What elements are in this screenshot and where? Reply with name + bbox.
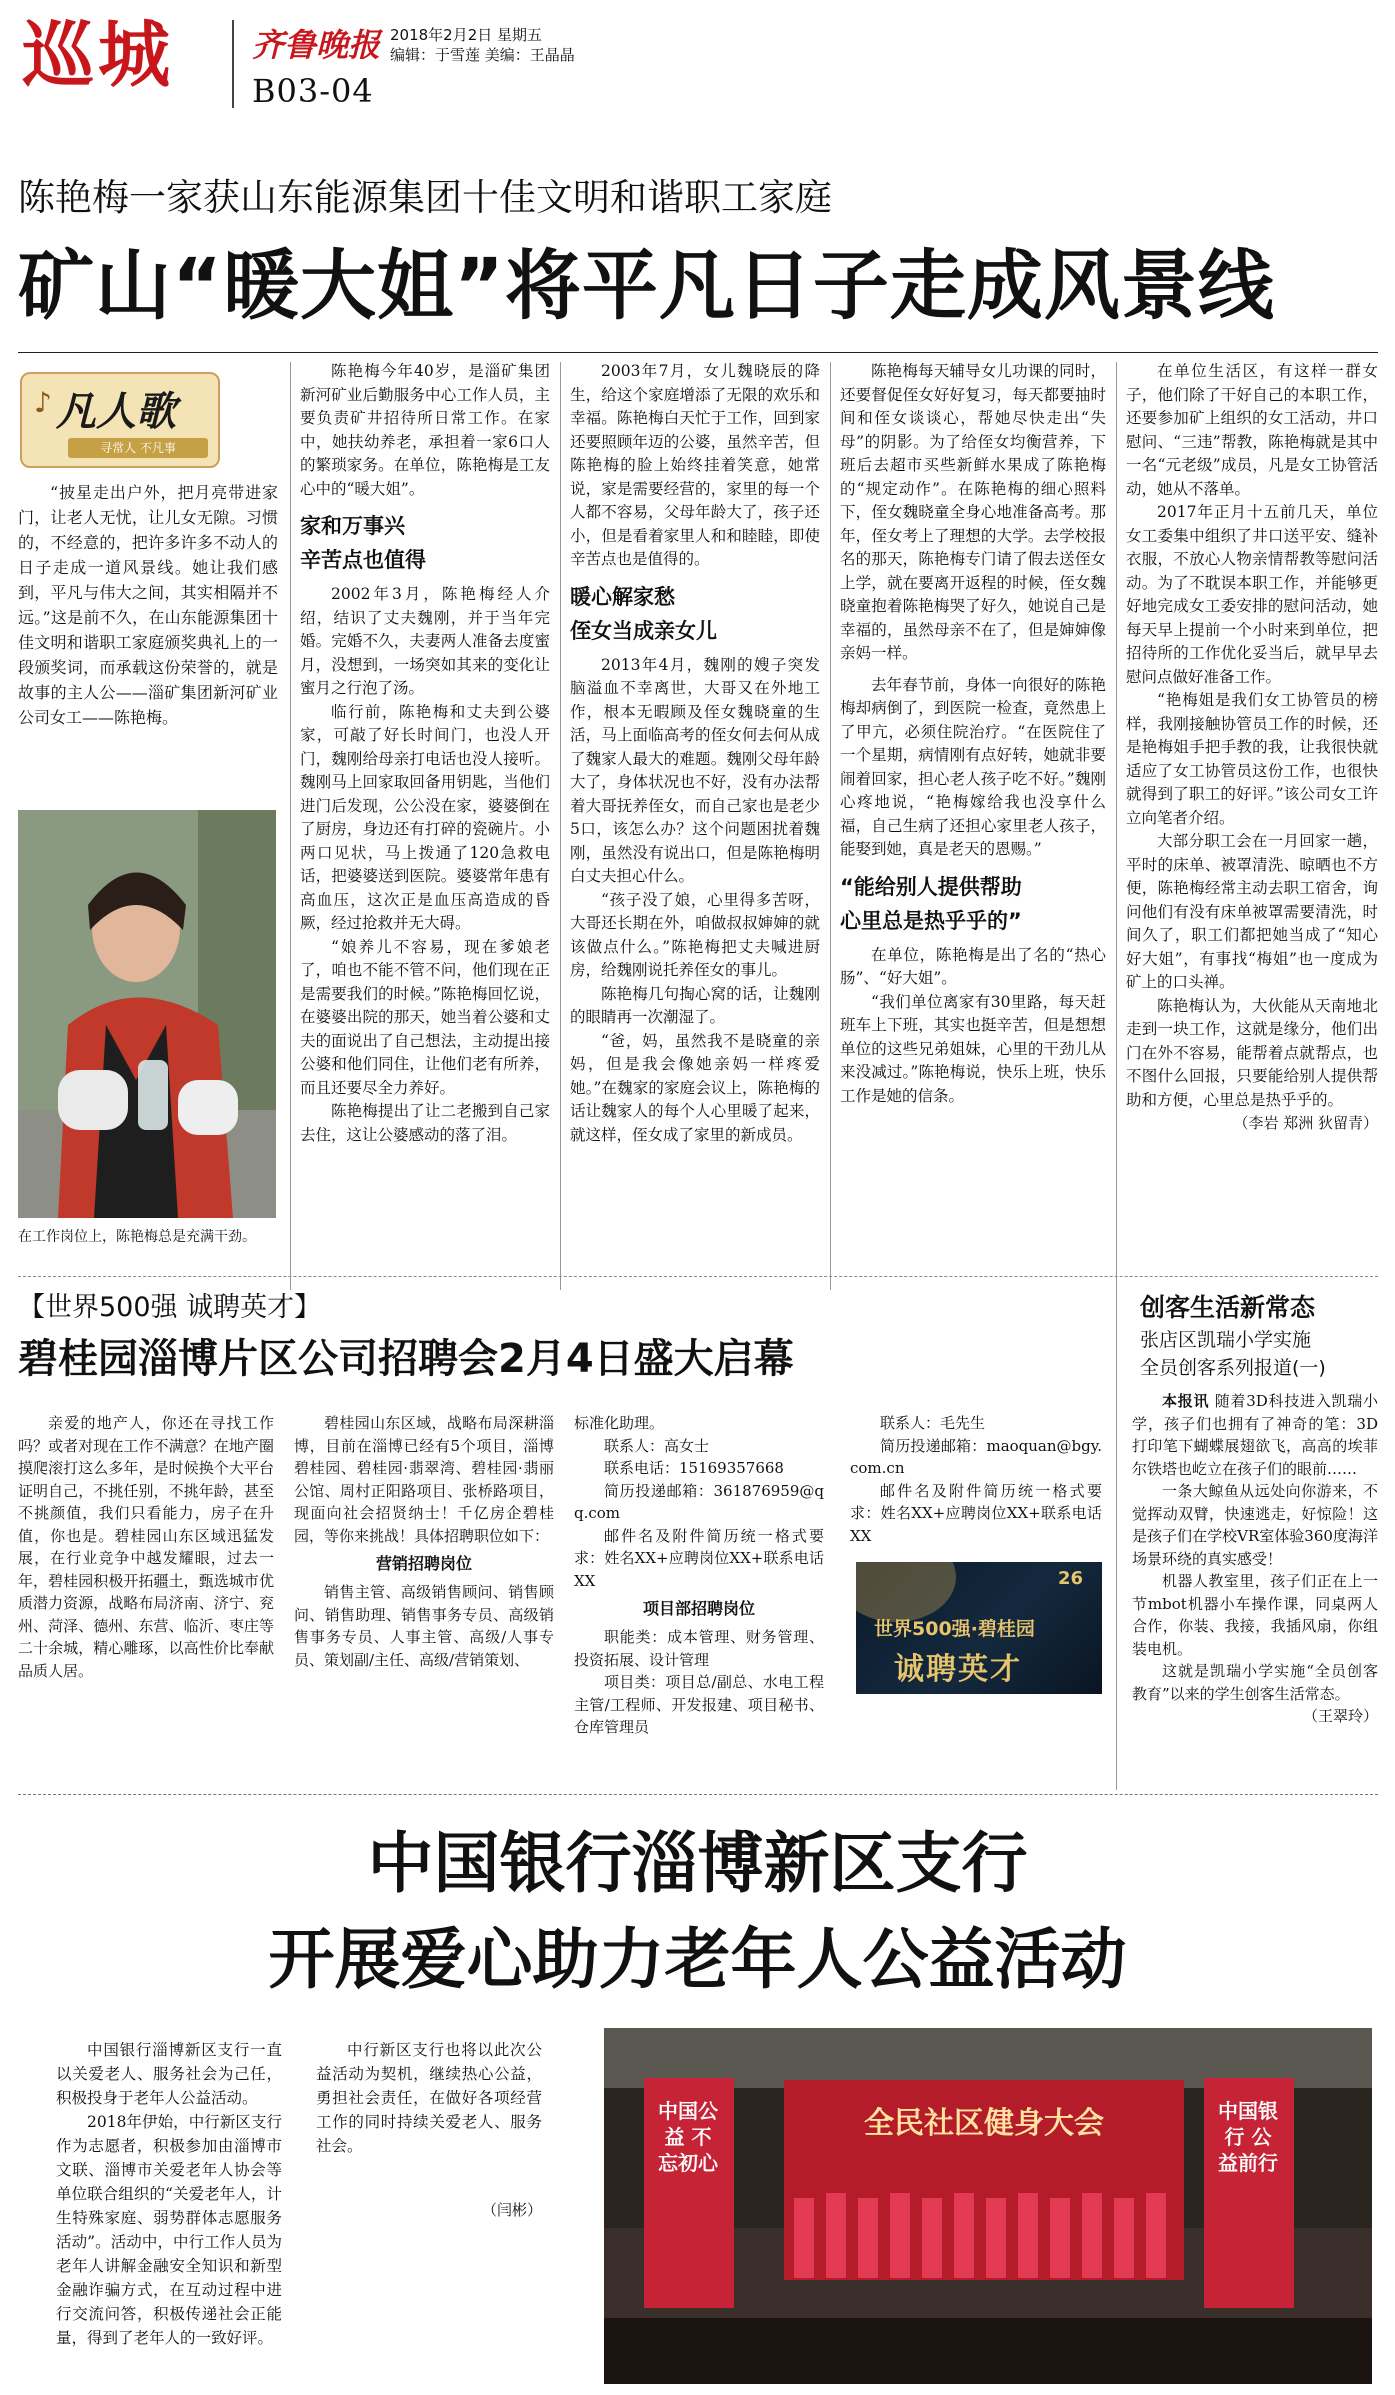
stage-banner: 全民社区健身大会 [864,2106,1104,2141]
paragraph: 陈艳梅每天辅导女儿功课的同时，还要督促侄女好好复习，每天都要抽时间和侄女谈谈心，帮她尽快走出“失母”的阴影。为了给侄女均衡营养，下班后去超市买些新鲜水果成了陈艳梅的“规定动作”。在陈艳梅的细心照料下，侄女魏晓童全身心地准备高考。那年，侄女考上了理想的大学。去学校报名的那天，陈艳梅专门请了假去送侄女上学，就在要离开返程的时候，侄女魏晓童抱着陈艳梅哭了好久，她说自己是幸福的，虽然母亲不在了，但是婶婶像亲妈一样。 [840,362,1106,662]
recruit-col2 [294,1412,554,1671]
stage-right-banner: 中国银行 公益前行 [1218,2099,1278,2175]
paragraph: 一条大鲸鱼从远处向你游来，不觉挥动双臂，快速逃走，好惊险！这是孩子们在学校VR室体验360度海洋场景环绕的真实感受！ [1132,1482,1378,1568]
story1-col4 [840,360,1106,1108]
paragraph: 项目类：项目总/副总、水电工程主管/工程师、开发报建、项目秘书、仓库管理员 [574,1673,824,1736]
story1-kicker: 陈艳梅一家获山东能源集团十佳文明和谐职工家庭 [18,176,832,219]
recruit-format: 邮件名及附件简历统一格式要求：姓名XX+应聘岗位XX+联系电话XX [850,1481,1102,1545]
story1-rule [18,352,1378,353]
masthead-divider [232,20,234,108]
recruit-col1 [18,1412,274,1682]
subhead-3b: 心里总是热乎乎的” [840,908,1022,933]
badge-title: 凡人歌 [56,389,176,435]
recruit-email: 简历投递邮箱：maoquan@bgy.com.cn [850,1436,1102,1477]
paragraph: 中行新区支行也将以此次公益活动为契机，继续热心公益，勇担社会责任，在做好各项经营工作的同时持续关爱老人、服务社会。 [316,2041,542,2155]
paragraph-text: 随着3D科技进入凯瑞小学，孩子们也拥有了神奇的笔：3D打印笔下蝴蝶展翅欲飞，高高的埃菲尔铁塔也屹立在孩子们的眼前…… [1132,1392,1378,1478]
col-sep-4 [1116,362,1117,1290]
paragraph: 陈艳梅提出了让二老搬到自己家去住，这让公婆感动的落了泪。 [300,1102,550,1144]
paragraph: 2003年7月，女儿魏晓辰的降生，给这个家庭增添了无限的欢乐和幸福。陈艳梅白天忙于工作，回到家还要照顾年迈的公婆，虽然辛苦，但陈艳梅的脸上始终挂着笑意，她常说，家是需要经营的，家里的每一个人都不容易，父母年龄大了，孩子还小，但是看着家里人和和睦睦，即使辛苦点也是值得的。 [570,362,820,568]
paragraph [1132,1390,1378,1480]
photo-caption: 在工作岗位上，陈艳梅总是充满干劲。 [18,1229,256,1245]
paragraph: 机器人教室里，孩子们正在上一节mbot机器小车操作课，同桌两人合作，你装、我接，我插风扇，你组装电机。 [1132,1572,1378,1658]
lead-tag: 本报讯 [1162,1392,1210,1410]
recruit-headline: 碧桂园淄博片区公司招聘会2月4日盛大启幕 [18,1336,794,1382]
paragraph: 陈艳梅今年40岁，是淄矿集团新河矿业后勤服务中心工作人员，主要负责矿井招待所日常工作。在家中，她扶幼养老，承担着一家6口人的繁琐家务。在单位，陈艳梅是工友心中的“暖大姐”。 [300,362,550,498]
recruit-ad [856,1562,1102,1694]
subhead-2b: 侄女当成亲女儿 [570,618,717,643]
subhead-1b: 辛苦点也值得 [300,548,426,572]
story1-lead [18,480,278,730]
story1-col2 [300,360,550,1147]
story1-bottom-rule [18,1276,1378,1277]
paragraph: 2017年正月十五前几天，单位女工委集中组织了井口送平安、缝补衣服，不放心人物亲情帮教等慰问活动。为了不耽误本职工作，并能够更好地完成女工委安排的慰问活动，她每天早上提前一个小时来到单位，把招待所的工作优化妥当后，就早早去慰问点做好准备工作。 [1126,503,1378,686]
story1-col5 [1126,360,1378,1136]
story1-col3 [570,360,820,1147]
music-note-icon: ♪ [34,386,52,419]
paragraph: 碧桂园山东区域，战略布局深耕淄博，目前在淄博已经有5个项目，淄博碧桂园、碧桂园·翡翠湾、碧桂园·翡丽公馆、周村正阳路项目、张桥路项目，现面向社会招贤纳士！千亿房企碧桂园，等你来挑战！具体招聘职位如下： [294,1414,554,1545]
paragraph: 中国银行淄博新区支行一直以关爱老人、服务社会为己任，积极投身于老年人公益活动。 [56,2041,282,2107]
recruit-line: 标准化助理。 [574,1414,665,1432]
issue-date: 2018年2月2日 星期五 [390,26,543,44]
col-sep-2 [560,362,561,1290]
maker-sub2: 全员创客系列报道(一) [1140,1357,1326,1379]
ad-glow [856,1562,956,1622]
page-number: B03-04 [252,72,374,110]
paragraph: 2013年4月，魏刚的嫂子突发脑溢血不幸离世，大哥又在外地工作，根本无暇顾及侄女魏晓童的生活，马上面临高考的侄女何去何从成了魏家人最大的难题。魏刚父母年龄大了，身体状况也不好，没有办法帮着大哥抚养侄女，而自己家也是老少5口，该怎么办？这个问题困扰着魏刚，虽然没有说出口，但是陈艳梅明白丈夫担心什么。 [570,655,820,885]
recruit-subhead-project: 项目部招聘岗位 [642,1599,755,1618]
subhead-3a: “能给别人提供帮助 [840,874,1022,899]
photo-boc-event [604,2028,1372,2384]
boc-col1 [56,2038,282,2350]
photo-worker [18,810,276,1218]
recruit-contact: 联系人：高女士 [604,1436,710,1455]
paragraph: “爸，妈，虽然我不是晓童的亲妈，但是我会像她亲妈一样疼爱她。”在魏家的家庭会议上，陈艳梅的话让魏家人的每个人心里暖了起来，就这样，侄女成了家里的新成员。 [570,1031,820,1144]
lead-paragraph: “披星走出户外，把月亮带进家门，让老人无忧，让儿女无隙。习惯的，不经意的，把许多许多不动人的日子走成一道风景线。她让我们感到，平凡与伟大之间，其实相隔并不远。”这是前不久，在山东能源集团十佳文明和谐职工家庭颁奖典礼上的一段颁奖词，而承载这份荣誉的，就是故事的主人公——淄矿集团新河矿业公司女工——陈艳梅。 [18,483,278,727]
recruit-tagline: 【世界500强 诚聘英才】 [18,1292,322,1323]
editors: 编辑：于雪莲 美编：王晶晶 [390,46,575,64]
paper-logo: 齐鲁晚报 [252,26,381,64]
paragraph: 2002年3月，陈艳梅经人介绍，结识了丈夫魏刚，并于当年完婚。完婚不久，夫妻两人准备去度蜜月，没想到，一场突如其来的变化让蜜月之行泡了汤。 [300,585,550,697]
maker-credit: （王翠玲） [1302,1707,1378,1725]
story1-headline: 矿山“暖大姐”将平凡日子走成风景线 [18,241,1275,330]
paragraph: 职能类：成本管理、财务管理、投资拓展、设计管理 [574,1628,824,1669]
ad-line2: 诚聘英才 [894,1652,1022,1687]
paragraph: 在单位生活区，有这样一群女子，他们除了干好自己的本职工作，还要参加矿上组织的女工活动，井口慰问、“三违”帮教，陈艳梅就是其中一名“元老级”成员，凡是女工协管活动，她从不落单。 [1126,362,1378,498]
recruit-phone: 联系电话：15169357668 [604,1459,784,1477]
paragraph: “娘养儿不容易，现在爹娘老了，咱也不能不管不问，他们现在正是需要我们的时候。”陈艳梅回忆说，在婆婆出院的那天，她当着公婆和丈夫的面说出了自己想法，主动提出接公婆和他们同住，让他们老有所养，而且还要尽全力养好。 [300,937,550,1097]
maker-sub1: 张店区凯瑞小学实施 [1140,1329,1312,1351]
badge-sub: 寻常人 不凡事 [68,438,208,458]
subhead-2a: 暖心解家愁 [570,584,675,609]
paragraph: “艳梅姐是我们女工协管员的榜样，我刚接触协管员工作的时候，还是艳梅姐手把手教的我，让我很快就适应了女工协管员这份工作，也很快就得到了职工的好评。”该公司女工许立向笔者介绍。 [1126,691,1378,827]
paragraph: 销售主管、高级销售顾问、销售顾问、销售助理、销售事务专员、高级销售事务专员、人事主管、高级/人事专员、策划副/主任、高级/营销策划、 [294,1583,554,1669]
paragraph: 2018年伊始，中行新区支行作为志愿者，积极参加由淄博市文联、淄博市关爱老年人协会等单位联合组织的“关爱老年人，计生特殊家庭、弱势群体志愿服务活动”。活动中，中行工作人员为老年人讲解金融安全知识和新型金融诈骗方式，在互动过程中进行交流问答，积极传递社会正能量，得到了老年人的一致好评。 [56,2113,282,2347]
boc-headline-1: 中国银行淄博新区支行 [367,1825,1028,1902]
paragraph: “我们单位离家有30里路，每天赶班车上下班，其实也挺辛苦，但是想想单位的这些兄弟姐妹，心里的干劲儿从来没减过。”陈艳梅说，快乐上班，快乐工作是她的信条。 [840,992,1106,1105]
paragraph: 大部分职工会在一月回家一趟，平时的床单、被罩清洗、晾晒也不方便，陈艳梅经常主动去职工宿舍，询问他们有没有床单被罩需要清洗，时间久了，职工们都把她当成了“知心好大姐”，有事找“梅姐”也一度成为矿上的口头禅。 [1126,832,1378,991]
ad-badge: 26 [1058,1568,1084,1589]
paragraph: 陈艳梅几句掏心窝的话，让魏刚的眼睛再一次潮湿了。 [570,984,820,1026]
subhead-1a: 家和万事兴 [300,514,405,538]
masthead [0,0,1395,130]
recruit-col3 [574,1412,824,1739]
stage-left-banner: 中国公益 不忘初心 [658,2099,718,2175]
col-sep-5 [1116,1286,1117,1790]
paragraph: “孩子没了娘，心里得多苦呀，大哥还长期在外，咱做叔叔婶婶的就该做点什么。”陈艳梅把丈夫喊进厨房，给魏刚说托养侄女的事儿。 [570,890,820,979]
boc-credit: （闫彬） [481,2201,542,2219]
section-divider [18,1794,1378,1795]
section-title: 巡城 [22,13,175,97]
paragraph: 在单位，陈艳梅是出了名的“热心肠”、“好大姐”。 [840,945,1106,987]
maker-body [1132,1390,1378,1728]
recruit-format: 邮件名及附件简历统一格式要求：姓名XX+应聘岗位XX+联系电话XX [574,1526,824,1590]
paragraph: 亲爱的地产人，你还在寻找工作吗？或者对现在工作不满意？在地产圈摸爬滚打这么多年，是时候换个大平台证明自己，不挑任别，不挑年龄，甚至不挑颜值，我们只看能力，房子在升值，你也是。碧桂园山东区域迅猛发展，在行业竞争中越发耀眼，过去一年，碧桂园积极开拓疆土，甄选城市优质潜力资源，战略布局济南、济宁、兖州、菏泽、德州、东营、临沂、枣庄等二十余城，精心雕琢，以高性价比奉献品质人居。 [18,1414,274,1680]
recruit-email: 简历投递邮箱：361876959@qq.com [574,1481,824,1522]
paragraph: 这就是凯瑞小学实施“全员创客教育”以来的学生创客生活常态。 [1132,1662,1378,1703]
worker-illustration [18,810,276,1218]
boc-headline-2: 开展爱心助力老年人公益活动 [268,1921,1127,1998]
col-sep-1 [290,362,291,1290]
maker-headline: 创客生活新常态 [1140,1293,1316,1322]
event-illustration [604,2028,1372,2384]
recruit-col4 [850,1412,1102,1547]
recruit-subhead-marketing: 营销招聘岗位 [375,1554,472,1573]
recruit-contact: 联系人：毛先生 [880,1414,986,1432]
paragraph: 陈艳梅认为，大伙能从天南地北走到一块工作，这就是缘分，他们出门在外不容易，能帮着点就帮点，也不图什么回报，只要能给别人提供帮助和方便，心里总是热乎乎的。 [1126,996,1378,1109]
boc-col2 [316,2038,542,2222]
column-badge [20,372,220,468]
col-sep-3 [830,362,831,1290]
paragraph: 临行前，陈艳梅和丈夫到公婆家，可敲了好长时间门，也没人开门，魏刚给母亲打电话也没人接听。魏刚马上回家取回备用钥匙，当他们进门后发现，公公没在家，婆婆倒在了厨房，身边还有打碎的瓷碗片。小两口见状，马上拨通了120急救电话，把婆婆送到医院。婆婆常年患有高血压，这次正是血压高造成的昏厥，经过抢救并无大碍。 [300,702,550,932]
story1-credit: （李岩 郑洲 狄留青） [1233,1114,1378,1132]
ad-line1: 世界500强·碧桂园 [874,1618,1035,1640]
paragraph: 去年春节前，身体一向很好的陈艳梅却病倒了，到医院一检查，竟然患上了甲亢，必须住院治疗。“在医院住了一个星期，病情刚有点好转，她就非要闹着回家，担心老人孩子吃不好。”魏刚心疼地说，“艳梅嫁给我也没享什么福，自己生病了还担心家里老人孩子，能娶到她，真是老天的恩赐。” [840,675,1106,858]
